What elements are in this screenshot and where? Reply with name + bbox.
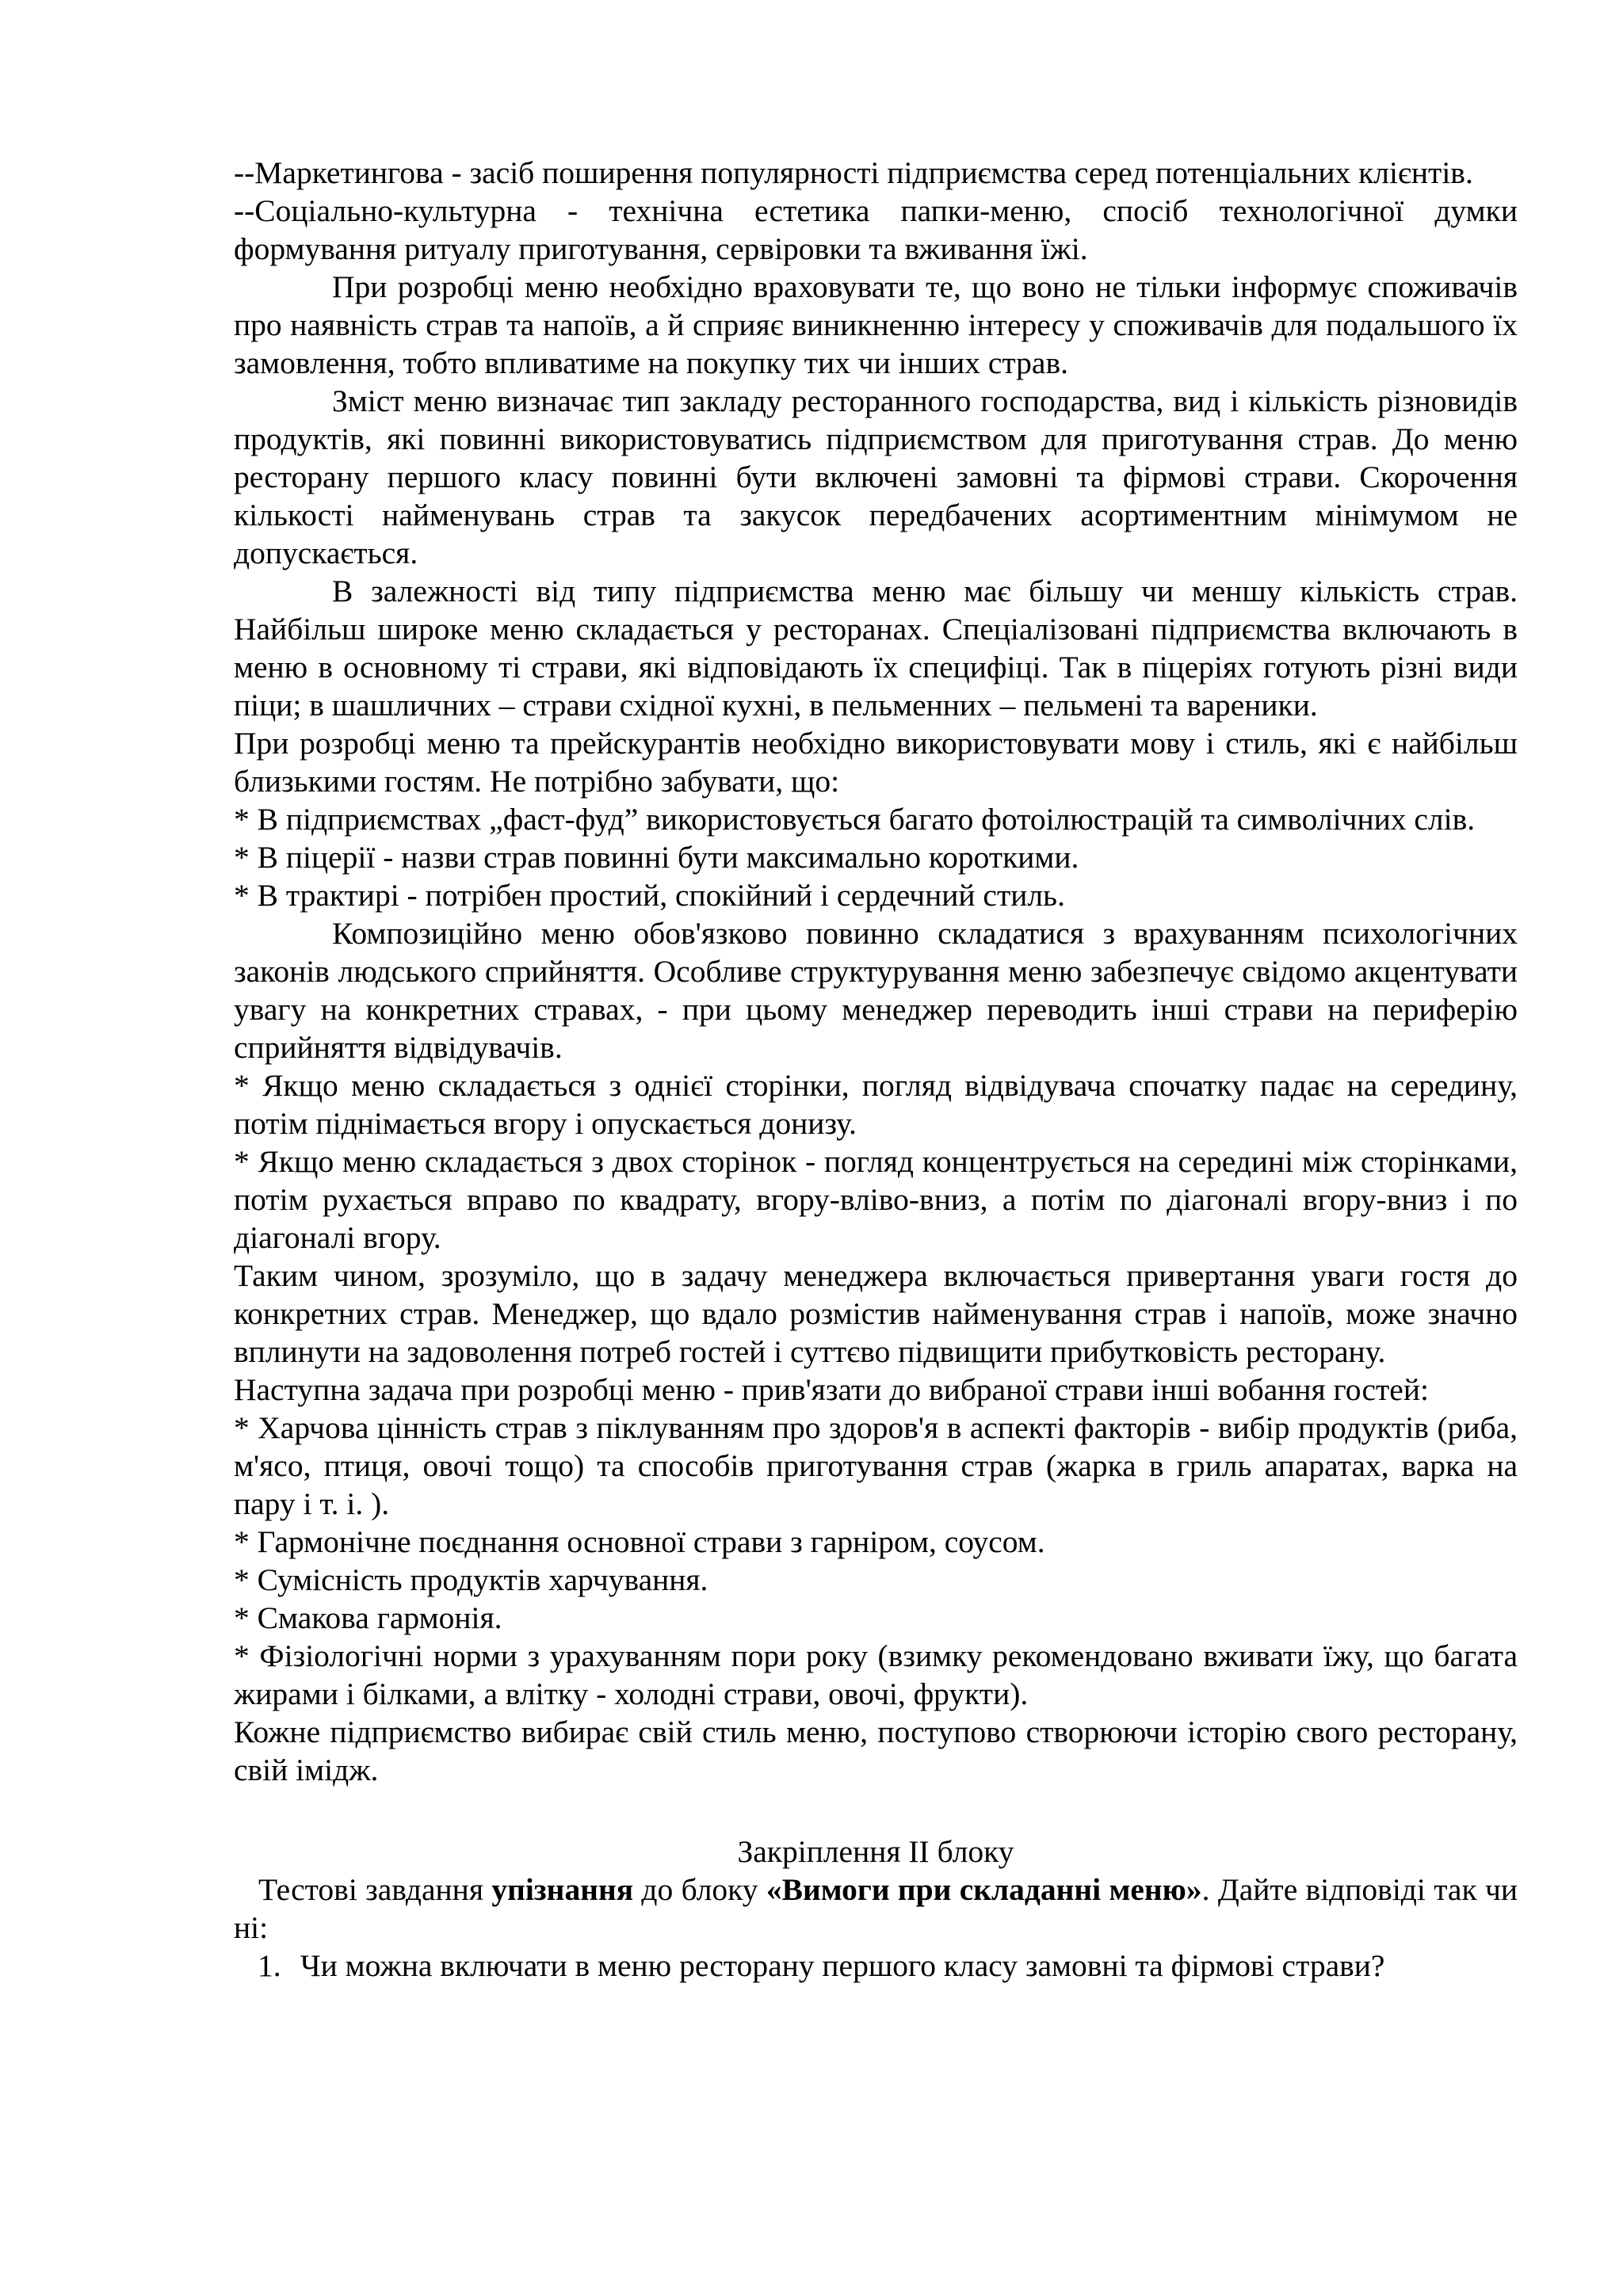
section-heading: Закріплення ІІ блоку (737, 1834, 1014, 1869)
document-body (234, 154, 1518, 1985)
paragraph-own-style: Кожне підприємство вибирає свій стиль меню, поступово створюючи історію свого ресторану, свій імідж. (234, 1714, 1518, 1787)
question-number: 1. (258, 1948, 281, 1983)
bullet-physiology: * Фізіологічні норми з урахуванням пори року (взимку рекомендовано вживати їжу, що багата жирами і білками, а влітку - холодні страви, овочі, фрукти). (234, 1638, 1518, 1711)
bullet-one-page: * Якщо меню складається з однієї сторінки, погляд відвідувача спочатку падає на середину, потім піднімається вгору і опускається донизу. (234, 1068, 1518, 1141)
bullet-tavern: * В трактирі - потрібен простий, спокійний і сердечний стиль. (234, 878, 1065, 913)
paragraph-language-style: При розробці меню та прейскурантів необхідно використовувати мову і стиль, які є найбільш близькими гостям. Не потрібно забувати, що: (234, 726, 1518, 799)
bullet-nutrition: * Харчова цінність страв з піклуванням про здоров'я в аспекті факторів - вибір продуктів (риба, м'ясо, птиця, овочі тощо) та способів приготування страв (жарка в гриль апаратах, варка на пару і т. і. ). (234, 1410, 1518, 1521)
test-intro (234, 1871, 1518, 1947)
question-item (234, 1947, 1518, 1985)
bullet-garnish: * Гармонічне поєднання основної страви з гарніром, соусом. (234, 1524, 1045, 1559)
paragraph-manager-task: Таким чином, зрозуміло, що в задачу менеджера включається привертання уваги гостя до конкретних страв. Менеджер, що вдало розмістив найменування страв і напоїв, може значно вплинути на задоволення потреб гостей і суттєво підвищити прибутковість ресторану. (234, 1258, 1518, 1369)
test-intro-part3: . Дайте відповіді так чи ні: (234, 1872, 1518, 1945)
bullet-fast-food: * В підприємствах „фаст-фуд” використовується багато фотоілюстрацій та символічних слів. (234, 802, 1476, 837)
test-intro-bold2: «Вимоги при складанні меню» (766, 1872, 1202, 1907)
test-intro-part2: до блоку (633, 1872, 766, 1907)
bullet-two-pages: * Якщо меню складається з двох сторінок - погляд концентрується на середині між сторінками, потім рухається вправо по квадрату, вгору-вліво-вниз, а потім по діагоналі вгору-вниз і по діагоналі вгору. (234, 1144, 1518, 1255)
paragraph-socio-cultural: --Соціально-культурна - технічна естетика папки-меню, спосіб технологічної думки формування ритуалу приготування, сервіровки та вживання їжі. (234, 193, 1518, 266)
question-text: Чи можна включати в меню ресторану першого класу замовні та фірмові страви? (300, 1948, 1385, 1983)
paragraph-marketing: --Маркетингова - засіб поширення популярності підприємства серед потенціальних клієнтів. (234, 155, 1473, 190)
paragraph-enterprise-type: В залежності від типу підприємства меню має більшу чи меншу кількість страв. Найбільш широке меню складається у ресторанах. Спеціалізовані підприємства включають в меню в основному ті страви, які відповідають їх специфіці. Так в піцеріях готують різні види піци; в шашличних – страви східної кухні, в пельменних – пельмені та вареники. (234, 574, 1518, 723)
bullet-taste: * Смакова гармонія. (234, 1600, 502, 1635)
paragraph-menu-content: Зміст меню визначає тип закладу ресторанного господарства, вид і кількість різновидів продуктів, які повинні використовуватись підприємством для приготування страв. До меню ресторану першого класу повинні бути включені замовні та фірмові страви. Скорочення кількості найменувань страв та закусок передбачених асортиментним мінімумом не допускається. (234, 383, 1518, 570)
bullet-compatibility: * Сумісність продуктів харчування. (234, 1562, 708, 1597)
bullet-pizzeria: * В піцерії - назви страв повинні бути максимально короткими. (234, 840, 1079, 875)
paragraph-composition: Композиційно меню обов'язково повинно складатися з врахуванням психологічних законів людського сприйняття. Особливе структурування меню забезпечує свідомо акцентувати увагу на конкретних стравах, - при цьому менеджер переводить інші страви на периферію сприйняття відвідувачів. (234, 916, 1518, 1065)
test-intro-bold1: упізнання (491, 1872, 634, 1907)
paragraph-menu-development: При розробці меню необхідно враховувати те, що воно не тільки інформує споживачів про наявність страв та напоїв, а й сприяє виникненню інтересу у споживачів для подальшого їх замовлення, тобто впливатиме на покупку тих чи інших страв. (234, 269, 1518, 380)
test-intro-part1: Тестові завдання (258, 1872, 492, 1907)
paragraph-next-task: Наступна задача при розробці меню - прив'язати до вибраної страви інші вобання гостей: (234, 1372, 1429, 1407)
